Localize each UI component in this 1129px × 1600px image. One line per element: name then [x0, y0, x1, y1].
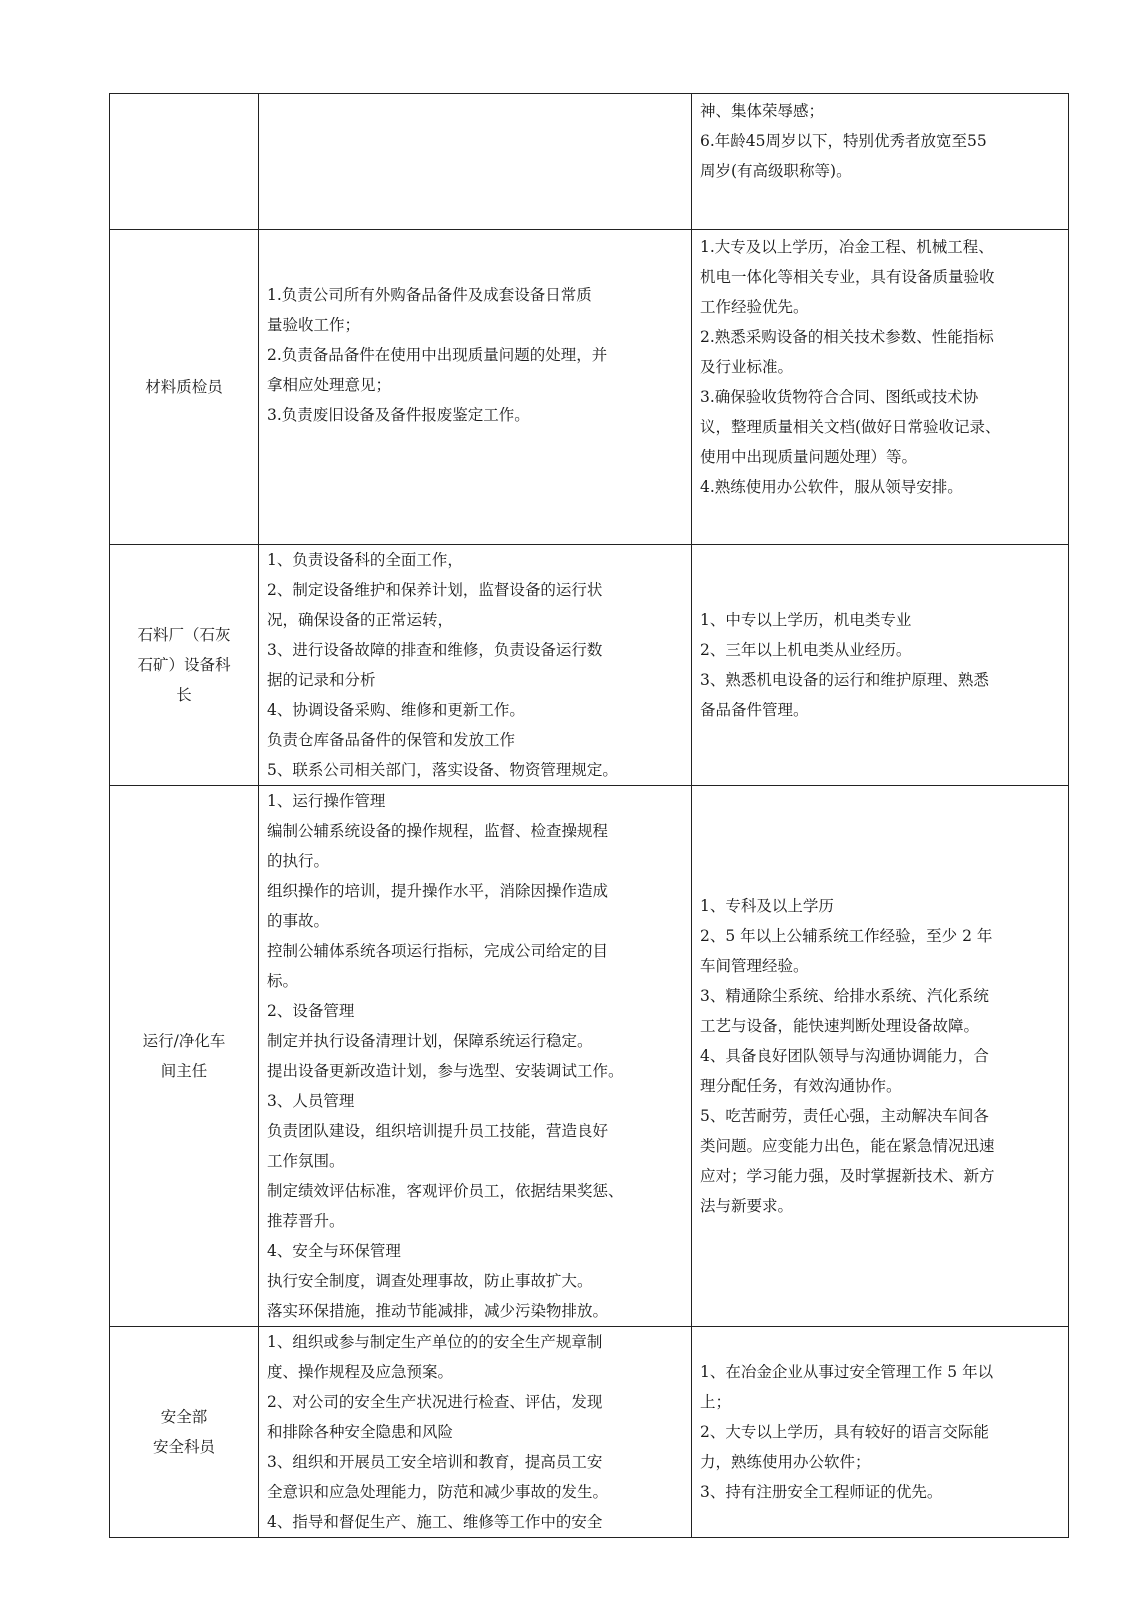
requirement-line: 上；: [700, 1393, 732, 1411]
duties-cell: [259, 545, 692, 786]
duty-line: 的事故。: [267, 912, 330, 930]
requirement-line: 4.熟练使用办公软件，服从领导安排。: [700, 478, 963, 496]
duties-cell: [259, 1327, 692, 1538]
requirement-line: 工艺与设备，能快速判断处理设备故障。: [700, 1017, 980, 1035]
position-cell: [110, 786, 259, 1327]
requirements-cell: [692, 786, 1069, 1327]
duty-line: 推荐晋升。: [267, 1212, 345, 1230]
duty-line: 3、进行设备故障的排查和维修，负责设备运行数: [267, 641, 603, 659]
duty-line: 落实环保措施，推动节能减排，减少污染物排放。: [267, 1302, 609, 1320]
requirement-line: 神、集体荣辱感；: [700, 102, 825, 120]
duty-line: 度、操作规程及应急预案。: [267, 1363, 454, 1381]
duty-line: 和排除各种安全隐患和风险: [267, 1423, 454, 1441]
duty-line: 执行安全制度，调查处理事故，防止事故扩大。: [267, 1272, 593, 1290]
requirement-line: 3.确保验收货物符合合同、图纸或技术协: [700, 388, 979, 406]
duty-line: 5、联系公司相关部门，落实设备、物资管理规定。: [267, 761, 618, 779]
requirement-line: 周岁(有高级职称等)。: [700, 162, 852, 180]
position-title: 运行/净化车: [142, 1032, 226, 1050]
position-title: 长: [176, 686, 192, 704]
duty-line: 4、指导和督促生产、施工、维修等工作中的安全: [267, 1513, 603, 1531]
requirement-line: 6.年龄45周岁以下，特别优秀者放宽至55: [700, 132, 987, 150]
duty-line: 负责仓库备品备件的保管和发放工作: [267, 731, 516, 749]
duty-line: 制定绩效评估标准，客观评价员工，依据结果奖惩、: [267, 1182, 624, 1200]
position-title: 石矿）设备科: [137, 656, 231, 674]
requirement-line: 1、中专以上学历，机电类专业: [700, 611, 912, 629]
duty-line: 3、人员管理: [267, 1092, 355, 1110]
requirement-line: 2.熟悉采购设备的相关技术参数、性能指标: [700, 328, 994, 346]
requirement-line: 力，熟练使用办公软件；: [700, 1453, 871, 1471]
requirement-line: 工作经验优先。: [700, 298, 809, 316]
position-cell: [110, 545, 259, 786]
job-requirements-table: [109, 93, 1069, 1538]
duty-line: 1、运行操作管理: [267, 792, 386, 810]
requirements-cell: [692, 230, 1069, 545]
requirement-line: 应对；学习能力强，及时掌握新技术、新方: [700, 1167, 995, 1185]
requirement-line: 法与新要求。: [700, 1197, 794, 1215]
duty-line: 据的记录和分析: [267, 671, 376, 689]
duty-line: 组织操作的培训，提升操作水平，消除因操作造成: [267, 882, 609, 900]
position-title: 间主任: [160, 1062, 208, 1080]
requirement-line: 3、熟悉机电设备的运行和维护原理、熟悉: [700, 671, 989, 689]
duty-line: 全意识和应急处理能力，防范和减少事故的发生。: [267, 1483, 609, 1501]
requirement-line: 议，整理质量相关文档(做好日常验收记录、: [700, 418, 1001, 436]
requirement-line: 理分配任务，有效沟通协作。: [700, 1077, 902, 1095]
position-cell: [110, 230, 259, 545]
duty-line: 的执行。: [267, 852, 330, 870]
position-title: 安全科员: [152, 1438, 215, 1456]
duty-line: 2、制定设备维护和保养计划，监督设备的运行状: [267, 581, 603, 599]
duty-line: 拿相应处理意见；: [267, 376, 392, 394]
requirement-line: 3、精通除尘系统、给排水系统、汽化系统: [700, 987, 989, 1005]
duty-line: 4、协调设备采购、维修和更新工作。: [267, 701, 525, 719]
requirement-line: 车间管理经验。: [700, 957, 809, 975]
duty-line: 2、设备管理: [267, 1002, 355, 1020]
table-row: [110, 545, 1069, 786]
duty-line: 1、组织或参与制定生产单位的的安全生产规章制: [267, 1333, 603, 1351]
duty-line: 标。: [267, 972, 299, 990]
duty-line: 控制公辅体系统各项运行指标，完成公司给定的目: [267, 942, 609, 960]
duty-line: 1、负责设备科的全面工作，: [267, 551, 463, 569]
requirements-cell: [692, 545, 1069, 786]
requirement-line: 2、5 年以上公辅系统工作经验，至少 2 年: [700, 927, 993, 945]
duty-line: 量验收工作；: [267, 316, 361, 334]
requirement-line: 2、大专以上学历，具有较好的语言交际能: [700, 1423, 989, 1441]
duty-line: 4、安全与环保管理: [267, 1242, 401, 1260]
duties-cell: [259, 786, 692, 1327]
duty-line: 提出设备更新改造计划，参与选型、安装调试工作。: [267, 1062, 624, 1080]
duty-line: 制定并执行设备清理计划，保障系统运行稳定。: [267, 1032, 593, 1050]
requirement-line: 2、三年以上机电类从业经历。: [700, 641, 912, 659]
table-row: [110, 1327, 1069, 1538]
requirements-cell: [692, 94, 1069, 230]
table-row: [110, 94, 1069, 230]
position-title: 材料质检员: [145, 378, 223, 396]
duty-line: 况，确保设备的正常运转，: [267, 611, 454, 629]
requirement-line: 类问题。应变能力出色，能在紧急情况迅速: [700, 1137, 995, 1155]
duties-cell: [259, 94, 692, 230]
duty-line: 负责团队建设，组织培训提升员工技能，营造良好: [267, 1122, 609, 1140]
requirement-line: 机电一体化等相关专业，具有设备质量验收: [700, 268, 995, 286]
duty-line: 工作氛围。: [267, 1152, 345, 1170]
requirements-cell: [692, 1327, 1069, 1538]
duty-line: 2、对公司的安全生产状况进行检查、评估，发现: [267, 1393, 603, 1411]
position-title: 石料厂（石灰: [137, 626, 231, 644]
position-title: 安全部: [160, 1408, 208, 1426]
requirement-line: 1、专科及以上学历: [700, 897, 834, 915]
duty-line: 3、组织和开展员工安全培训和教育，提高员工安: [267, 1453, 603, 1471]
duties-cell: [259, 230, 692, 545]
table-row: [110, 230, 1069, 545]
requirement-line: 1、在冶金企业从事过安全管理工作 5 年以: [700, 1363, 994, 1381]
duty-line: 1.负责公司所有外购备品备件及成套设备日常质: [267, 286, 592, 304]
requirement-line: 5、吃苦耐劳，责任心强，主动解决车间各: [700, 1107, 989, 1125]
duty-line: 编制公辅系统设备的操作规程，监督、检查操规程: [267, 822, 609, 840]
duty-line: 2.负责备品备件在使用中出现质量问题的处理，并: [267, 346, 608, 364]
table-row: [110, 786, 1069, 1327]
requirement-line: 使用中出现质量问题处理）等。: [700, 448, 918, 466]
requirement-line: 备品备件管理。: [700, 701, 809, 719]
requirement-line: 及行业标准。: [700, 358, 794, 376]
position-cell: [110, 1327, 259, 1538]
requirement-line: 1.大专及以上学历，冶金工程、机械工程、: [700, 238, 994, 256]
requirement-line: 3、持有注册安全工程师证的优先。: [700, 1483, 943, 1501]
position-cell: [110, 94, 259, 230]
duty-line: 3.负责废旧设备及备件报废鉴定工作。: [267, 406, 530, 424]
requirement-line: 4、具备良好团队领导与沟通协调能力，合: [700, 1047, 989, 1065]
